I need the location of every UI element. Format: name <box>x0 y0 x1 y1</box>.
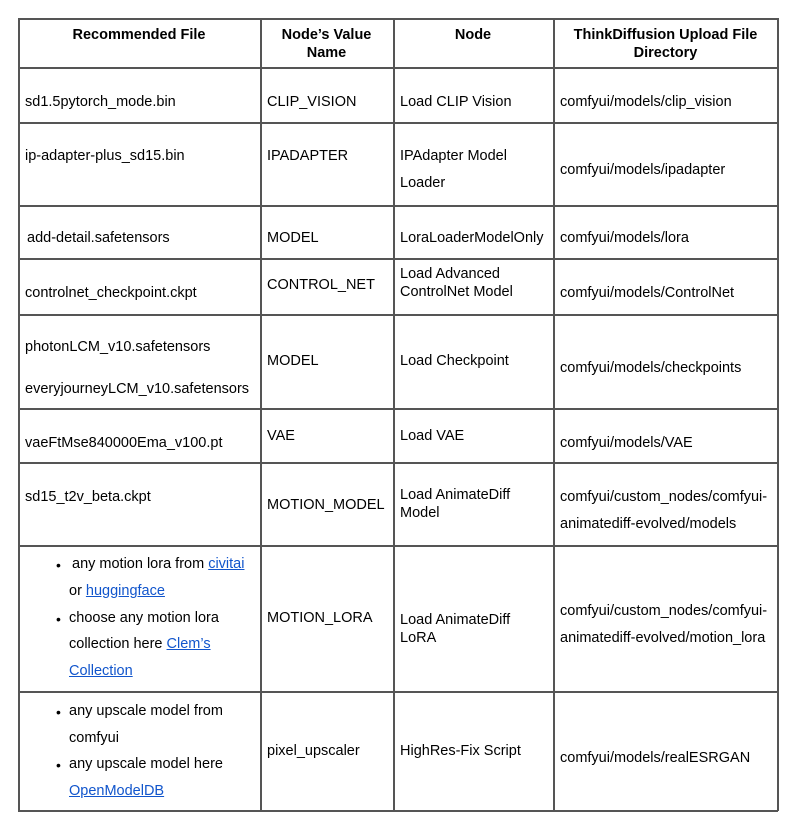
list-item-text <box>72 556 244 573</box>
row-divider <box>18 314 778 316</box>
cell-value-name: pixel_upscaler <box>267 743 360 759</box>
row-divider <box>18 691 778 693</box>
table-border <box>18 18 778 20</box>
column-divider <box>260 18 262 811</box>
bullet-icon: • <box>56 704 61 720</box>
cell-file: vaeFtMse840000Ema_v100.pt <box>25 435 223 451</box>
cell-node-line: Load Advanced <box>400 266 500 282</box>
clems-collection-link[interactable]: Clem’s <box>166 636 211 652</box>
cell-directory: comfyui/models/ControlNet <box>560 285 735 301</box>
cell-file: ip-adapter-plus_sd15.bin <box>25 148 185 164</box>
civitai-link[interactable]: civitai <box>208 556 245 572</box>
bullet-icon: • <box>56 557 61 573</box>
row-divider <box>18 205 778 207</box>
cell-node-line: Loader <box>400 175 446 191</box>
list-item-continuation <box>69 663 133 680</box>
cell-node: HighRes-Fix Script <box>400 743 521 759</box>
cell-directory: comfyui/models/realESRGAN <box>560 750 751 766</box>
cell-directory-line: comfyui/custom_nodes/comfyui- <box>560 603 768 619</box>
node-file-table <box>18 18 778 811</box>
cell-file: sd15_t2v_beta.ckpt <box>25 489 151 505</box>
cell-node: Load Checkpoint <box>400 353 509 369</box>
list-item-continuation <box>69 583 165 600</box>
row-divider <box>18 122 778 124</box>
list-item-continuation <box>69 783 164 800</box>
cell-file: sd1.5pytorch_mode.bin <box>25 94 176 110</box>
header-recommended-file: Recommended File <box>72 27 206 43</box>
cell-value-name: MOTION_LORA <box>267 610 373 626</box>
cell-directory-line: animatediff-evolved/models <box>560 516 737 532</box>
cell-value-name: CLIP_VISION <box>267 94 357 110</box>
column-divider <box>553 18 555 811</box>
row-divider <box>18 258 778 260</box>
table-border <box>777 18 779 811</box>
cell-node: Load VAE <box>400 428 465 444</box>
cell-file: photonLCM_v10.safetensors <box>25 339 211 355</box>
column-divider <box>393 18 395 811</box>
cell-value-name: MOTION_MODEL <box>267 497 385 513</box>
list-item-continuation <box>69 636 211 653</box>
bullet-text: any motion lora from <box>72 556 209 572</box>
huggingface-link[interactable]: huggingface <box>85 583 165 599</box>
cell-node-line: Load AnimateDiff <box>400 612 511 628</box>
cell-directory: comfyui/models/lora <box>560 230 689 246</box>
list-item-text: any upscale model from <box>69 703 223 719</box>
table-border <box>18 18 20 811</box>
bullet-text: or <box>69 583 86 599</box>
cell-file: controlnet_checkpoint.ckpt <box>25 285 197 301</box>
cell-node-line: ControlNet Model <box>400 284 513 300</box>
row-divider <box>18 67 778 69</box>
cell-directory-line: comfyui/custom_nodes/comfyui- <box>560 489 768 505</box>
cell-value-name: MODEL <box>267 230 319 246</box>
list-item-text: choose any motion lora <box>69 610 219 626</box>
bullet-icon: • <box>56 611 61 627</box>
cell-directory: comfyui/models/ipadapter <box>560 162 726 178</box>
table-border <box>18 810 778 812</box>
header-node: Node <box>454 27 492 43</box>
openmodeldb-link[interactable]: OpenModelDB <box>69 783 165 799</box>
cell-value-name: IPADAPTER <box>267 148 349 164</box>
cell-directory: comfyui/models/checkpoints <box>560 360 742 376</box>
bullet-text: collection here <box>69 636 167 652</box>
cell-file: add-detail.safetensors <box>27 230 170 246</box>
clems-collection-link[interactable]: Collection <box>69 663 133 679</box>
cell-directory-line: animatediff-evolved/motion_lora <box>560 630 766 646</box>
cell-node: LoraLoaderModelOnly <box>400 230 544 246</box>
header-directory: ThinkDiffusion Upload File Directory <box>573 27 758 61</box>
cell-node-line: Model <box>400 505 440 521</box>
row-divider <box>18 408 778 410</box>
cell-node-line: LoRA <box>400 630 437 646</box>
cell-node: Load CLIP Vision <box>400 94 512 110</box>
cell-directory: comfyui/models/VAE <box>560 435 693 451</box>
bullet-icon: • <box>56 757 61 773</box>
cell-value-name: CONTROL_NET <box>267 277 375 293</box>
cell-value-name: VAE <box>267 428 295 444</box>
row-divider <box>18 545 778 547</box>
cell-node-line: IPAdapter Model <box>400 148 507 164</box>
header-value-name: Node’s Value Name <box>281 27 372 61</box>
row-divider <box>18 462 778 464</box>
cell-value-name: MODEL <box>267 353 319 369</box>
list-item-text: any upscale model here <box>69 756 223 772</box>
list-item-continuation: comfyui <box>69 730 119 746</box>
cell-directory: comfyui/models/clip_vision <box>560 94 732 110</box>
cell-file: everyjourneyLCM_v10.safetensors <box>25 381 250 397</box>
cell-node-line: Load AnimateDiff <box>400 487 511 503</box>
